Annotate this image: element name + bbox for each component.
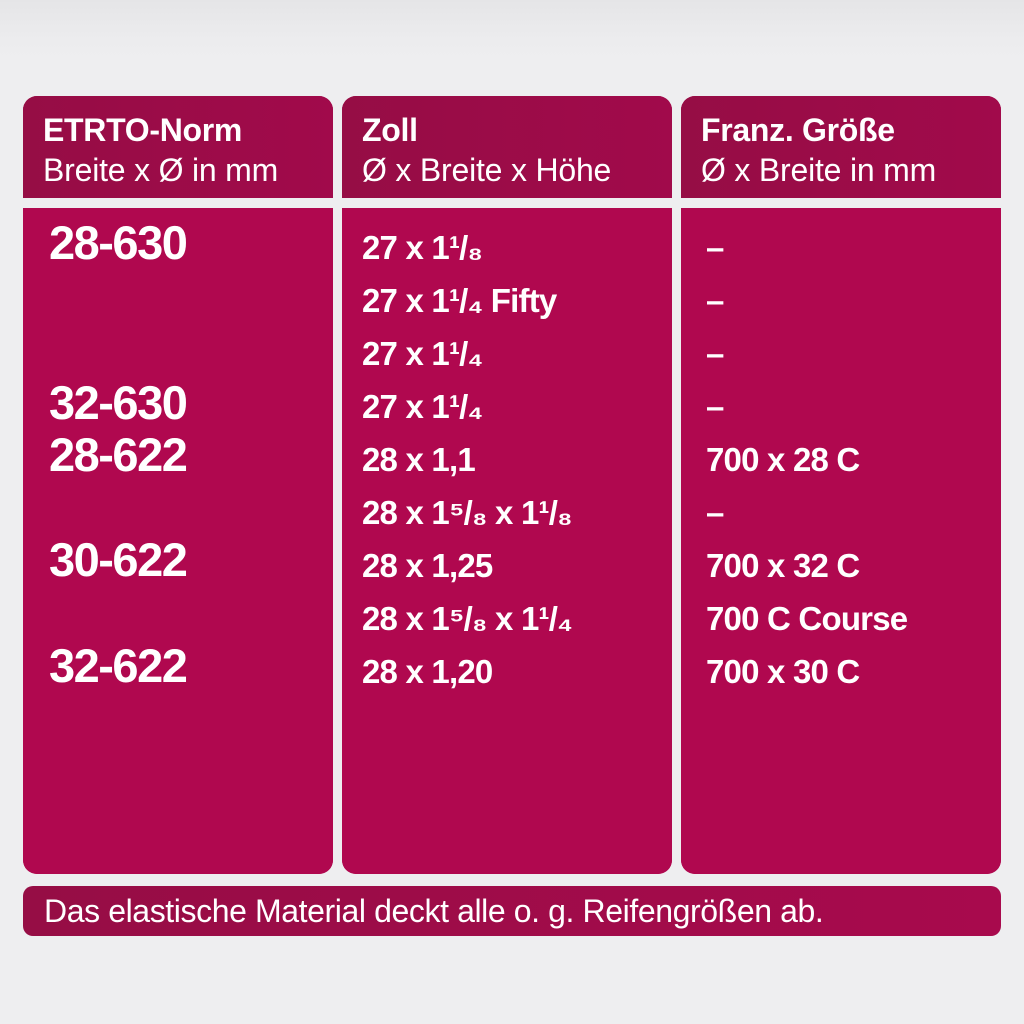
column-subtitle: Ø x Breite x Höhe [362, 152, 612, 188]
column-header-etrto [23, 96, 333, 198]
franz-value: – [706, 282, 724, 319]
franz-value: – [706, 229, 724, 266]
zoll-value: 27 x 1¹/₄ [362, 388, 483, 425]
column-franz [681, 96, 1001, 874]
column-subtitle: Ø x Breite in mm [701, 152, 937, 188]
etrto-value: 30-622 [49, 533, 187, 586]
column-title: ETRTO-Norm [43, 112, 243, 148]
column-header-zoll [342, 96, 672, 198]
footer-note: Das elastische Material deckt alle o. g. Reifengrößen ab. [23, 886, 1001, 936]
column-body-franz [681, 208, 1001, 874]
header-divider [342, 198, 672, 208]
column-header-franz [681, 96, 1001, 198]
column-title: Zoll [362, 112, 418, 148]
etrto-value: 28-630 [49, 216, 187, 269]
header-divider [681, 198, 1001, 208]
etrto-value: 32-630 [49, 376, 187, 429]
franz-value: – [706, 335, 724, 372]
zoll-value: 28 x 1,1 [362, 441, 475, 478]
franz-value: – [706, 388, 724, 425]
column-etrto [23, 96, 333, 874]
zoll-value: 28 x 1⁵/₈ x 1¹/₄ [362, 600, 572, 637]
zoll-value: 28 x 1,20 [362, 653, 493, 690]
column-body-zoll [342, 208, 672, 874]
franz-value: 700 x 32 C [706, 547, 860, 584]
zoll-value: 27 x 1¹/₄ [362, 335, 483, 372]
header-divider [23, 198, 333, 208]
franz-value: 700 C Course [706, 600, 908, 637]
etrto-value: 32-622 [49, 639, 187, 692]
etrto-value: 28-622 [49, 428, 187, 481]
column-zoll [342, 96, 672, 874]
zoll-value: 28 x 1,25 [362, 547, 493, 584]
column-body-etrto [23, 208, 333, 874]
franz-value: 700 x 28 C [706, 441, 860, 478]
column-title: Franz. Größe [701, 112, 895, 148]
franz-value: – [706, 494, 724, 531]
zoll-value: 28 x 1⁵/₈ x 1¹/₈ [362, 494, 572, 531]
franz-value: 700 x 30 C [706, 653, 860, 690]
zoll-value: 27 x 1¹/₈ [362, 229, 483, 266]
zoll-value: 27 x 1¹/₄ Fifty [362, 282, 557, 319]
column-subtitle: Breite x Ø in mm [43, 152, 279, 188]
